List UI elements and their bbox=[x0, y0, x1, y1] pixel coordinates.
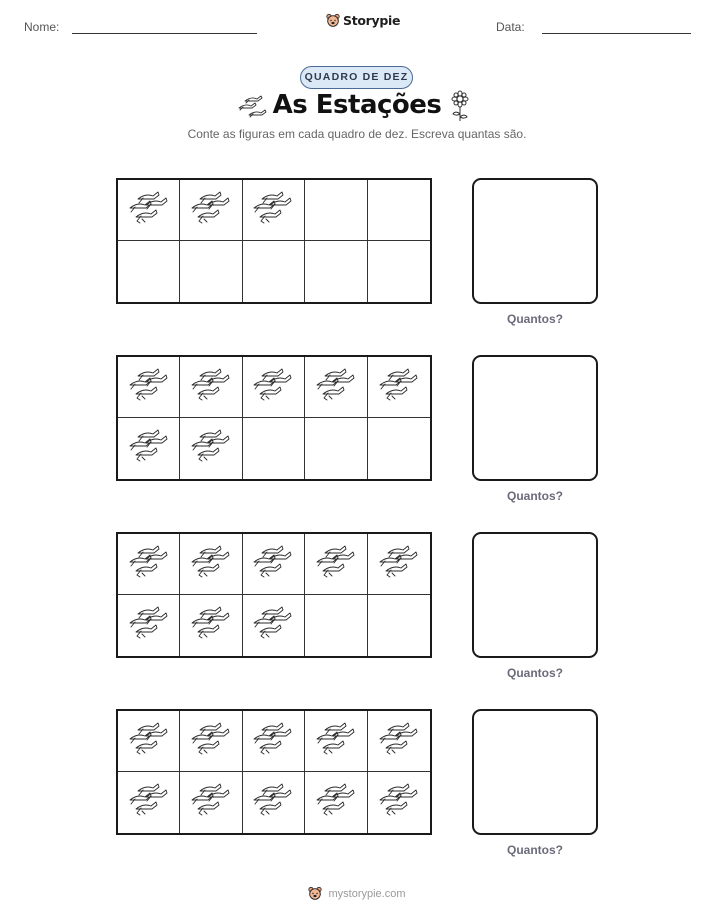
ten-frame-cell bbox=[180, 418, 242, 479]
geese-flock-icon bbox=[377, 365, 421, 410]
ten-frame-4 bbox=[116, 709, 432, 835]
ten-frame-cell bbox=[305, 772, 367, 833]
ten-frame-cell bbox=[243, 595, 305, 656]
geese-flock-icon bbox=[189, 542, 233, 587]
ten-frame-cell bbox=[368, 711, 430, 772]
worksheet-type-badge: QUADRO DE DEZ bbox=[300, 66, 413, 89]
geese-flock-icon bbox=[314, 719, 358, 764]
geese-flock-icon bbox=[251, 780, 295, 825]
answer-label-1: Quantos? bbox=[507, 312, 563, 326]
geese-flock-icon bbox=[127, 719, 171, 764]
ten-frame-cell bbox=[305, 711, 367, 772]
ten-frame-cell bbox=[368, 772, 430, 833]
ten-frame-cell bbox=[180, 595, 242, 656]
ten-frame-cell bbox=[305, 357, 367, 418]
ten-frame-cell bbox=[305, 595, 367, 656]
instructions: Conte as figuras em cada quadro de dez. Escreva quantas são. bbox=[187, 127, 527, 141]
ten-frame-cell bbox=[243, 711, 305, 772]
geese-flock-icon bbox=[251, 719, 295, 764]
ten-frame-cell bbox=[305, 418, 367, 479]
ten-frame-cell bbox=[180, 534, 242, 595]
geese-flock-icon bbox=[127, 780, 171, 825]
ten-frame-cell bbox=[368, 241, 430, 302]
ten-frame-cell bbox=[118, 418, 180, 479]
geese-flock-icon bbox=[377, 542, 421, 587]
ten-frame-cell bbox=[305, 180, 367, 241]
ten-frame-1 bbox=[116, 178, 432, 304]
answer-label-4: Quantos? bbox=[507, 843, 563, 857]
brand-name: Storypie bbox=[343, 13, 401, 28]
geese-flock-icon bbox=[251, 603, 295, 648]
ten-frame-cell bbox=[118, 241, 180, 302]
ten-frame-cell bbox=[243, 180, 305, 241]
ten-frame-cell bbox=[118, 534, 180, 595]
geese-flock-icon bbox=[127, 426, 171, 471]
ten-frame-cell bbox=[368, 418, 430, 479]
ten-frame-cell bbox=[180, 180, 242, 241]
geese-flock-icon bbox=[189, 365, 233, 410]
sunflower-icon bbox=[448, 90, 472, 122]
geese-flock-icon bbox=[189, 719, 233, 764]
geese-flock-icon bbox=[251, 188, 295, 233]
answer-label-2: Quantos? bbox=[507, 489, 563, 503]
geese-flock-icon bbox=[251, 365, 295, 410]
ten-frame-cell bbox=[118, 357, 180, 418]
ten-frame-cell bbox=[243, 772, 305, 833]
ten-frame-cell bbox=[243, 357, 305, 418]
ten-frame-cell bbox=[368, 180, 430, 241]
date-line bbox=[542, 33, 691, 34]
date-label: Data: bbox=[496, 20, 525, 34]
geese-flock-icon bbox=[127, 603, 171, 648]
geese-flock-icon bbox=[314, 365, 358, 410]
ten-frame-cell bbox=[118, 595, 180, 656]
geese-flock-icon bbox=[189, 780, 233, 825]
bear-logo-icon bbox=[308, 886, 322, 901]
answer-box-4[interactable] bbox=[472, 709, 598, 835]
geese-flock-icon bbox=[127, 542, 171, 587]
ten-frame-cell bbox=[243, 534, 305, 595]
geese-flock-icon bbox=[189, 426, 233, 471]
geese-flock-icon bbox=[127, 365, 171, 410]
ten-frame-cell bbox=[368, 595, 430, 656]
name-label: Nome: bbox=[24, 20, 60, 34]
answer-label-3: Quantos? bbox=[507, 666, 563, 680]
geese-flock-icon bbox=[251, 542, 295, 587]
brand-logo bbox=[326, 13, 400, 28]
geese-flock-icon bbox=[189, 603, 233, 648]
ten-frame-cell bbox=[243, 418, 305, 479]
footer-url: mystorypie.com bbox=[328, 887, 406, 900]
footer bbox=[0, 886, 714, 901]
ten-frame-cell bbox=[368, 534, 430, 595]
ten-frame-cell bbox=[180, 772, 242, 833]
ten-frame-2 bbox=[116, 355, 432, 481]
geese-flock-icon bbox=[314, 780, 358, 825]
geese-flock-icon bbox=[314, 542, 358, 587]
name-line bbox=[72, 33, 257, 34]
ten-frame-3 bbox=[116, 532, 432, 658]
ten-frame-cell bbox=[305, 534, 367, 595]
geese-flock-icon bbox=[189, 188, 233, 233]
geese-flock-icon bbox=[127, 188, 171, 233]
ten-frame-cell bbox=[243, 241, 305, 302]
answer-box-2[interactable] bbox=[472, 355, 598, 481]
ten-frame-cell bbox=[118, 711, 180, 772]
ten-frame-cell bbox=[368, 357, 430, 418]
answer-box-3[interactable] bbox=[472, 532, 598, 658]
page-title: As Estações bbox=[272, 90, 442, 120]
geese-flock-icon bbox=[377, 719, 421, 764]
bear-logo-icon bbox=[326, 13, 340, 28]
geese-flock-icon bbox=[377, 780, 421, 825]
ten-frame-cell bbox=[305, 241, 367, 302]
answer-box-1[interactable] bbox=[472, 178, 598, 304]
ten-frame-cell bbox=[180, 711, 242, 772]
ten-frame-cell bbox=[180, 241, 242, 302]
ten-frame-cell bbox=[180, 357, 242, 418]
ten-frame-cell bbox=[118, 180, 180, 241]
ten-frame-cell bbox=[118, 772, 180, 833]
